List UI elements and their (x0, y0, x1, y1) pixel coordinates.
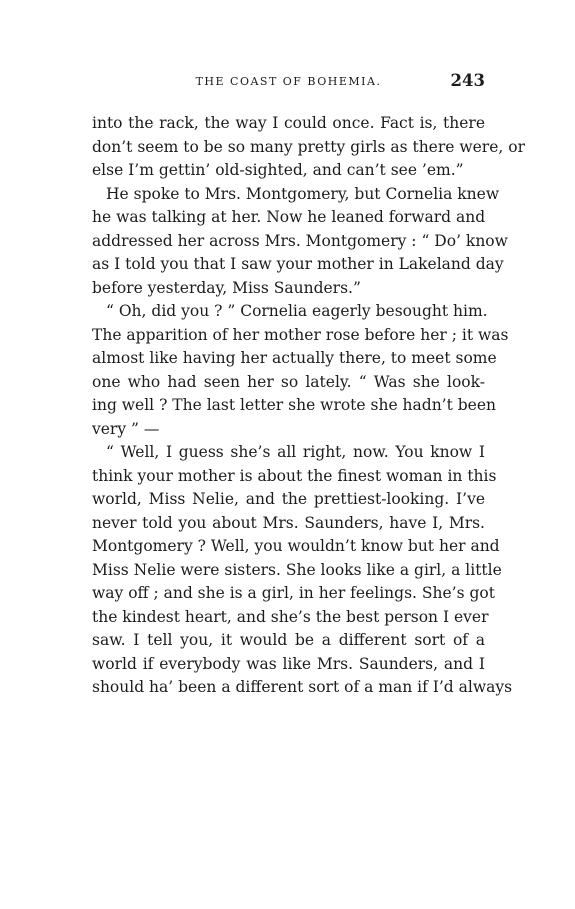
text-line: as I told you that I saw your mother in Lakeland day (92, 255, 504, 273)
text-line: think your mother is about the finest woman in this (92, 466, 497, 485)
text-line: He spoke to Mrs. Montgomery, but Cornelia knew (106, 184, 500, 203)
text-line: very ” — (92, 419, 160, 438)
text-line: way off ; and she is a girl, in her feelings. She’s got (92, 584, 495, 602)
text-line: one who had seen her so lately. “ Was she look- (92, 372, 485, 391)
text-line: The apparition of her mother rose before her ; it was (92, 325, 509, 344)
text-line: “ Oh, did you ? ” Cornelia eagerly besought him. (106, 302, 488, 320)
text-line: never told you about Mrs. Saunders, have I, Mrs. (92, 513, 485, 532)
text-line: addressed her across Mrs. Montgomery : “ Do’ know (92, 231, 508, 250)
text-line: should ha’ been a different sort of a man if I’d always (92, 678, 513, 696)
page-number: 243 (450, 71, 485, 90)
text-line: “ Well, I guess she’s all right, now. You know I (106, 443, 485, 461)
text-line: saw. I tell you, it would be a different sort of a (92, 631, 485, 649)
text-line: world if everybody was like Mrs. Saunders, and I (92, 654, 485, 673)
text-line: ing well ? The last letter she wrote she hadn’t been (92, 396, 497, 414)
running-title: THE COAST OF BOHEMIA. (195, 75, 382, 88)
text-line: almost like having her actually there, to meet some (92, 349, 497, 367)
text-line: the kindest heart, and she’s the best person I ever (92, 607, 489, 626)
text-line: before yesterday, Miss Saunders.” (92, 278, 361, 297)
text-line: into the rack, the way I could once. Fact is, there (92, 114, 485, 132)
running-head (92, 71, 485, 95)
text-line: Miss Nelie were sisters. She looks like a girl, a little (92, 560, 502, 579)
body-text (92, 112, 525, 700)
text-line: world, Miss Nelie, and the prettiest-looking. I’ve (92, 490, 485, 508)
text-line: don’t seem to be so many pretty girls as there were, or (92, 137, 525, 156)
text-line: he was talking at her. Now he leaned forward and (92, 208, 486, 226)
text-line: else I’m gettin’ old-sighted, and can’t see ’em.” (92, 161, 464, 179)
text-line: Montgomery ? Well, you wouldn’t know but her and (92, 537, 500, 555)
